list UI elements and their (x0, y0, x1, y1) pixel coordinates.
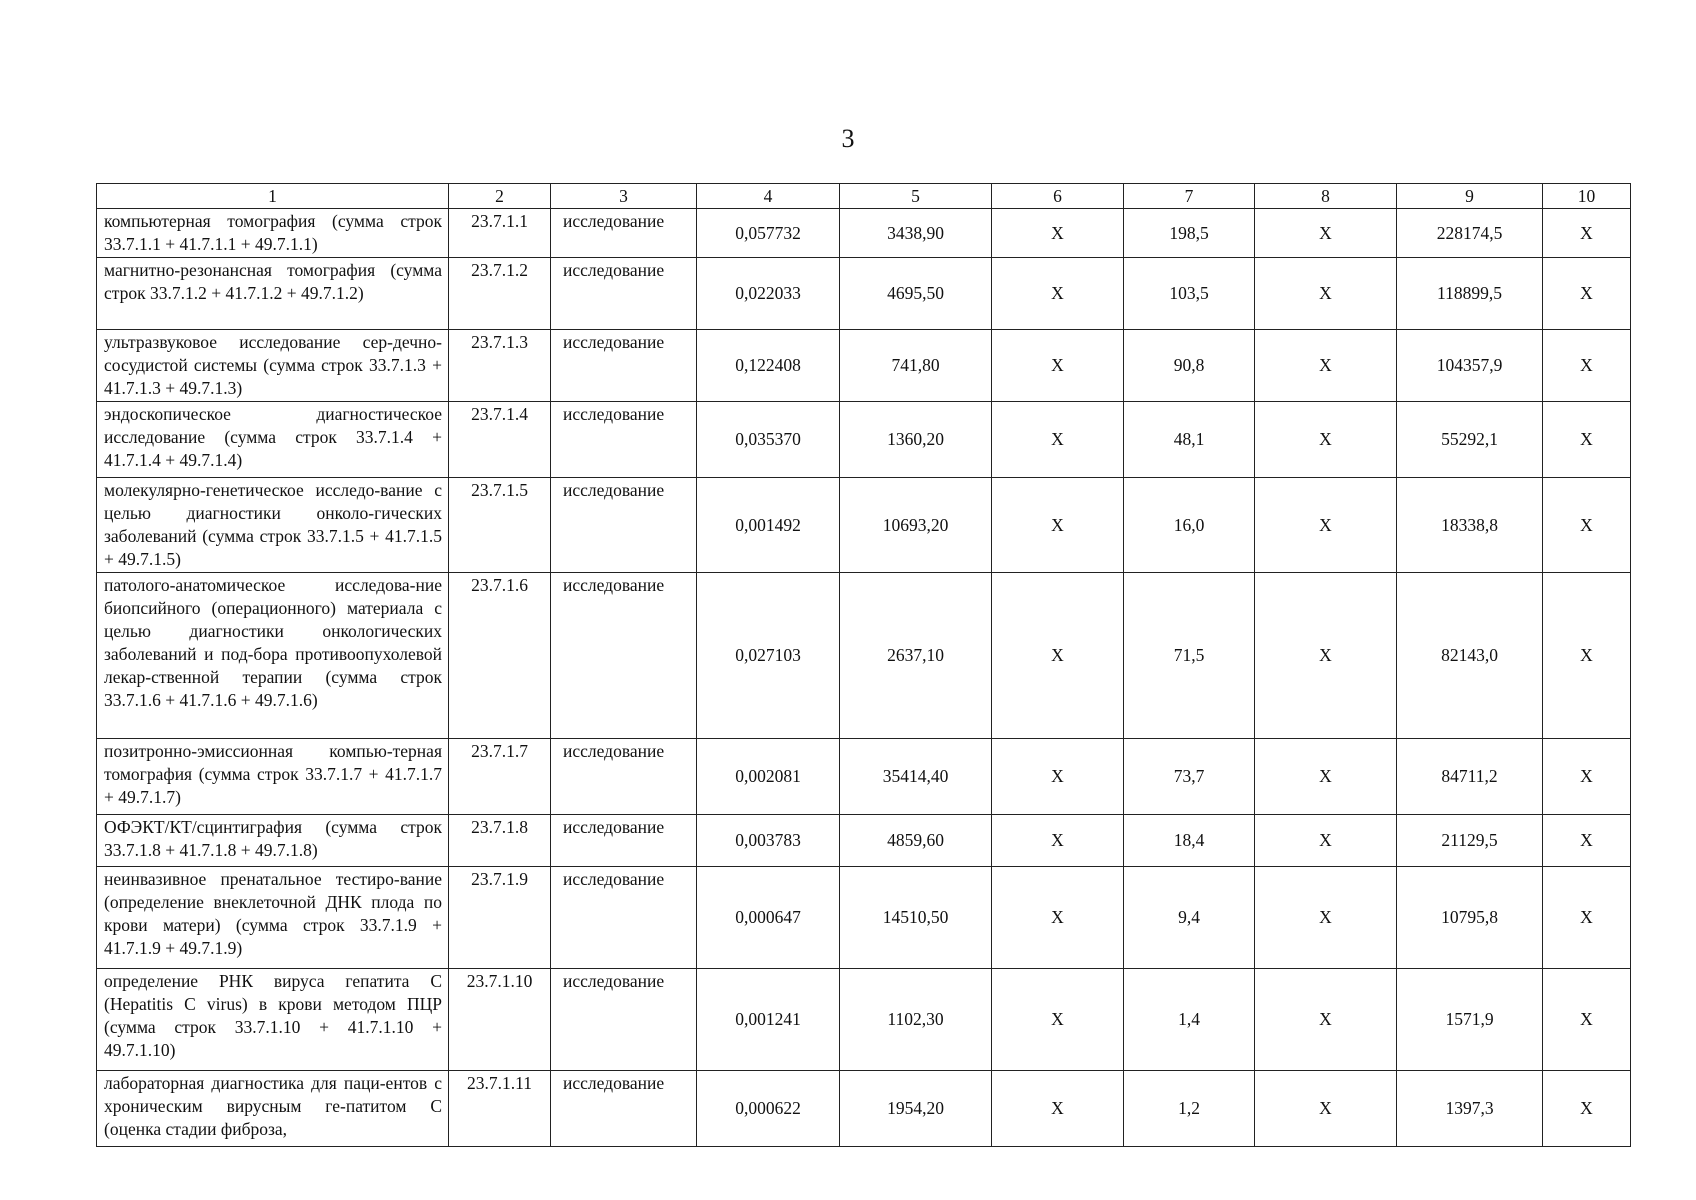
column-header: 8 (1255, 184, 1397, 209)
cell-col9: 84711,2 (1397, 739, 1543, 815)
row-code: 23.7.1.1 (449, 209, 551, 258)
cell-col6: X (992, 867, 1124, 969)
cell-col10: X (1543, 209, 1631, 258)
row-code: 23.7.1.8 (449, 815, 551, 867)
cell-col4: 0,001492 (697, 478, 840, 573)
table-row (97, 478, 1631, 573)
cell-col10: X (1543, 258, 1631, 330)
cell-col7: 16,0 (1124, 478, 1255, 573)
cell-col6: X (992, 478, 1124, 573)
table-row (97, 258, 1631, 330)
cell-col10: X (1543, 969, 1631, 1071)
row-unit: исследование (551, 867, 697, 969)
cell-col4: 0,000647 (697, 867, 840, 969)
column-header: 2 (449, 184, 551, 209)
table-row (97, 1071, 1631, 1147)
cell-col7: 1,4 (1124, 969, 1255, 1071)
cell-col10: X (1543, 867, 1631, 969)
row-unit: исследование (551, 739, 697, 815)
cell-col7: 198,5 (1124, 209, 1255, 258)
row-unit: исследование (551, 330, 697, 402)
row-code: 23.7.1.11 (449, 1071, 551, 1147)
cell-col8: X (1255, 867, 1397, 969)
column-header: 1 (97, 184, 449, 209)
table-row (97, 209, 1631, 258)
cell-col8: X (1255, 1071, 1397, 1147)
cell-col8: X (1255, 402, 1397, 478)
cell-col7: 1,2 (1124, 1071, 1255, 1147)
cell-col5: 10693,20 (840, 478, 992, 573)
cell-col7: 71,5 (1124, 573, 1255, 739)
cell-col9: 104357,9 (1397, 330, 1543, 402)
cell-col6: X (992, 573, 1124, 739)
cell-col4: 0,027103 (697, 573, 840, 739)
row-name: патолого-анатомическое исследова-ние биопсийного (операционного) материала с целью диагностики онкологических заболеваний и под-бора противоопухолевой лекар-ственной терапии (сумма строк 33.7.1.6 + 41.7.1.6 + 49.7.1.6) (97, 573, 449, 739)
cell-col5: 1360,20 (840, 402, 992, 478)
cell-col5: 3438,90 (840, 209, 992, 258)
cell-col5: 35414,40 (840, 739, 992, 815)
table-row (97, 969, 1631, 1071)
row-code: 23.7.1.5 (449, 478, 551, 573)
row-code: 23.7.1.10 (449, 969, 551, 1071)
row-unit: исследование (551, 209, 697, 258)
column-header: 9 (1397, 184, 1543, 209)
cell-col5: 1954,20 (840, 1071, 992, 1147)
cell-col8: X (1255, 969, 1397, 1071)
data-table (96, 183, 1631, 1147)
cell-col6: X (992, 1071, 1124, 1147)
cell-col7: 48,1 (1124, 402, 1255, 478)
cell-col8: X (1255, 739, 1397, 815)
cell-col9: 1397,3 (1397, 1071, 1543, 1147)
cell-col10: X (1543, 330, 1631, 402)
row-unit: исследование (551, 573, 697, 739)
column-header: 6 (992, 184, 1124, 209)
row-unit: исследование (551, 815, 697, 867)
row-name: ОФЭКТ/КТ/сцинтиграфия (сумма строк 33.7.1.8 + 41.7.1.8 + 49.7.1.8) (97, 815, 449, 867)
cell-col9: 18338,8 (1397, 478, 1543, 573)
row-code: 23.7.1.2 (449, 258, 551, 330)
row-code: 23.7.1.9 (449, 867, 551, 969)
cell-col4: 0,122408 (697, 330, 840, 402)
row-code: 23.7.1.7 (449, 739, 551, 815)
column-header: 5 (840, 184, 992, 209)
cell-col10: X (1543, 478, 1631, 573)
cell-col9: 82143,0 (1397, 573, 1543, 739)
row-name: определение РНК вируса гепатита С (Hepatitis C virus) в крови методом ПЦР (сумма строк 33.7.1.10 + 41.7.1.10 + 49.7.1.10) (97, 969, 449, 1071)
cell-col5: 741,80 (840, 330, 992, 402)
cell-col6: X (992, 258, 1124, 330)
cell-col8: X (1255, 330, 1397, 402)
cell-col7: 18,4 (1124, 815, 1255, 867)
row-unit: исследование (551, 258, 697, 330)
row-code: 23.7.1.4 (449, 402, 551, 478)
cell-col8: X (1255, 478, 1397, 573)
cell-col9: 21129,5 (1397, 815, 1543, 867)
cell-col4: 0,002081 (697, 739, 840, 815)
row-code: 23.7.1.3 (449, 330, 551, 402)
row-name: лабораторная диагностика для паци-ентов с хроническим вирусным ге-патитом С (оценка стадии фиброза, (97, 1071, 449, 1147)
cell-col5: 4859,60 (840, 815, 992, 867)
row-unit: исследование (551, 1071, 697, 1147)
cell-col9: 228174,5 (1397, 209, 1543, 258)
table-row (97, 330, 1631, 402)
cell-col6: X (992, 330, 1124, 402)
cell-col8: X (1255, 258, 1397, 330)
cell-col6: X (992, 969, 1124, 1071)
cell-col8: X (1255, 209, 1397, 258)
cell-col10: X (1543, 573, 1631, 739)
cell-col4: 0,003783 (697, 815, 840, 867)
row-unit: исследование (551, 478, 697, 573)
cell-col7: 73,7 (1124, 739, 1255, 815)
cell-col10: X (1543, 815, 1631, 867)
page-number: 3 (841, 124, 855, 153)
cell-col6: X (992, 739, 1124, 815)
row-name: магнитно-резонансная томография (сумма строк 33.7.1.2 + 41.7.1.2 + 49.7.1.2) (97, 258, 449, 330)
cell-col10: X (1543, 1071, 1631, 1147)
row-name: ультразвуковое исследование сер-дечно-сосудистой системы (сумма строк 33.7.1.3 + 41.7.1.3 + 49.7.1.3) (97, 330, 449, 402)
cell-col5: 1102,30 (840, 969, 992, 1071)
cell-col7: 90,8 (1124, 330, 1255, 402)
cell-col5: 14510,50 (840, 867, 992, 969)
row-unit: исследование (551, 402, 697, 478)
column-header: 10 (1543, 184, 1631, 209)
row-name: молекулярно-генетическое исследо-вание с целью диагностики онколо-гических заболеваний (сумма строк 33.7.1.5 + 41.7.1.5 + 49.7.1.5) (97, 478, 449, 573)
table-row (97, 867, 1631, 969)
column-header: 3 (551, 184, 697, 209)
column-header: 7 (1124, 184, 1255, 209)
cell-col7: 103,5 (1124, 258, 1255, 330)
table-row (97, 815, 1631, 867)
row-name: эндоскопическое диагностическое исследование (сумма строк 33.7.1.4 + 41.7.1.4 + 49.7.1.4) (97, 402, 449, 478)
cell-col4: 0,000622 (697, 1071, 840, 1147)
row-name: компьютерная томография (сумма строк 33.7.1.1 + 41.7.1.1 + 49.7.1.1) (97, 209, 449, 258)
cell-col8: X (1255, 815, 1397, 867)
cell-col4: 0,022033 (697, 258, 840, 330)
cell-col10: X (1543, 739, 1631, 815)
cell-col5: 4695,50 (840, 258, 992, 330)
cell-col6: X (992, 402, 1124, 478)
cell-col5: 2637,10 (840, 573, 992, 739)
table-row (97, 573, 1631, 739)
cell-col4: 0,001241 (697, 969, 840, 1071)
table-row (97, 402, 1631, 478)
row-name: неинвазивное пренатальное тестиро-вание (определение внеклеточной ДНК плода по крови матери) (сумма строк 33.7.1.9 + 41.7.1.9 + 49.7.1.9) (97, 867, 449, 969)
row-code: 23.7.1.6 (449, 573, 551, 739)
cell-col9: 10795,8 (1397, 867, 1543, 969)
cell-col6: X (992, 209, 1124, 258)
cell-col9: 118899,5 (1397, 258, 1543, 330)
cell-col9: 1571,9 (1397, 969, 1543, 1071)
cell-col10: X (1543, 402, 1631, 478)
cell-col9: 55292,1 (1397, 402, 1543, 478)
cell-col6: X (992, 815, 1124, 867)
column-header: 4 (697, 184, 840, 209)
row-name: позитронно-эмиссионная компью-терная томография (сумма строк 33.7.1.7 + 41.7.1.7 + 49.7.1.7) (97, 739, 449, 815)
header-row (97, 184, 1631, 209)
cell-col4: 0,057732 (697, 209, 840, 258)
table-row (97, 739, 1631, 815)
cell-col8: X (1255, 573, 1397, 739)
cell-col7: 9,4 (1124, 867, 1255, 969)
cell-col4: 0,035370 (697, 402, 840, 478)
row-unit: исследование (551, 969, 697, 1071)
